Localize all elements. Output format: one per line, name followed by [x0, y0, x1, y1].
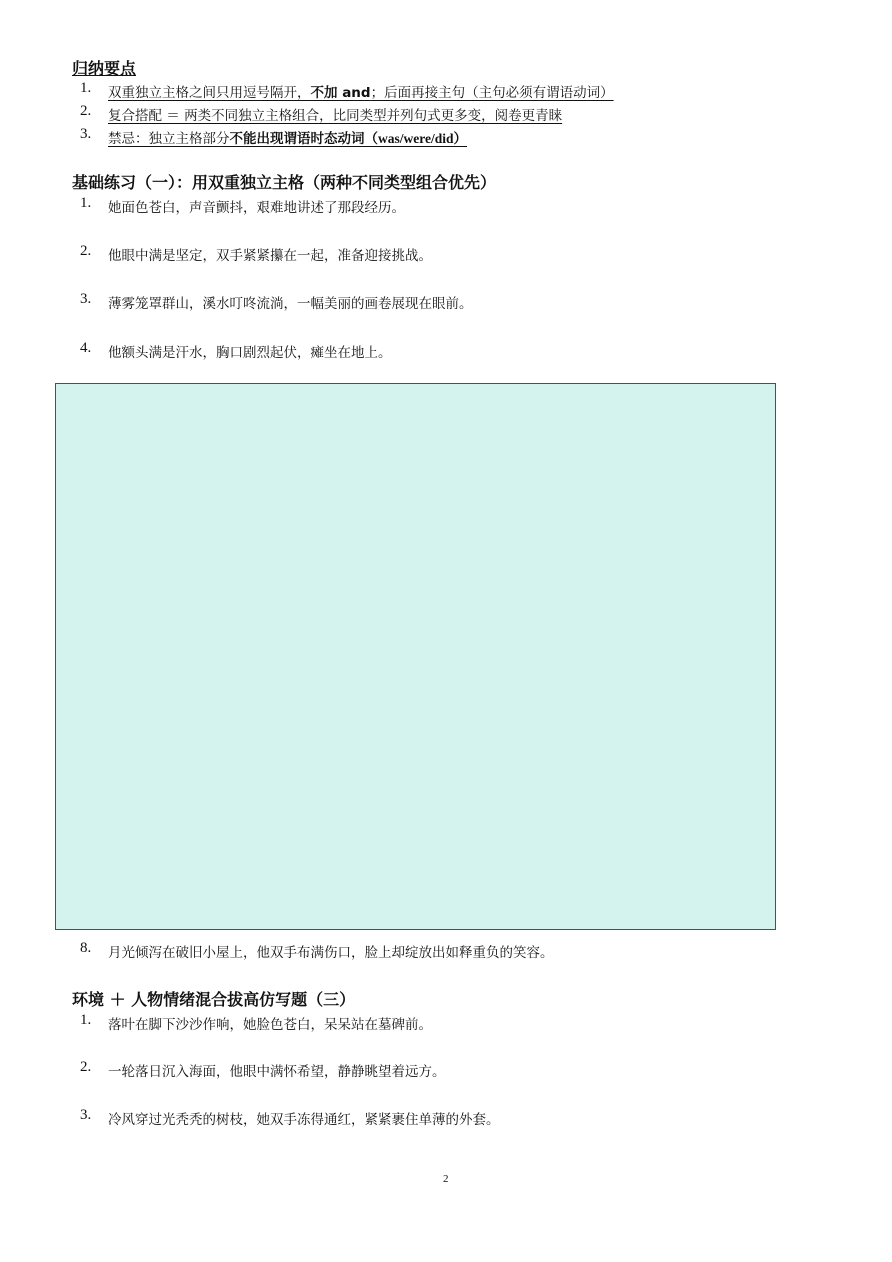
summary-item-2: 复合搭配 ＝ 两类不同独立主格组合，比同类型并列句式更多变，阅卷更青睐 [108, 108, 563, 124]
section-heading-exercise-1: 基础练习（一）：用双重独立主格（两种不同类型组合优先） [72, 173, 497, 192]
summary-item-3 [108, 127, 467, 147]
exercise-1-item-3: 薄雾笼罩群山，溪水叮咚流淌，一幅美丽的画卷展现在眼前。 [108, 296, 473, 312]
list-number: 1. [80, 195, 92, 211]
list-number: 3. [80, 126, 92, 142]
list-number: 4. [80, 340, 92, 356]
list-number: 3. [80, 1107, 92, 1123]
summary-item-1-part-c: ；后面再接主句（主句必须有谓语动词） [370, 85, 614, 101]
summary-item-3-part-b: 不能出现谓语时态动词（ [229, 131, 378, 147]
exercise-1-item-4: 他额头满是汗水，胸口剧烈起伏，瘫坐在地上。 [108, 345, 392, 361]
summary-item-3-part-c: was/were/did [378, 131, 454, 146]
list-number: 3. [80, 291, 92, 307]
summary-item-3-part-d: ） [453, 131, 468, 147]
section-heading-exercise-3: 环境 ＋ 人物情绪混合拔高仿写题（三） [72, 990, 356, 1009]
exercise-1-item-2: 他眼中满是坚定，双手紧紧攥在一起，准备迎接挑战。 [108, 248, 432, 264]
list-number: 1. [80, 1012, 92, 1028]
exercise-3-item-3: 冷风穿过光秃秃的树枝，她双手冻得通红，紧紧裹住单薄的外套。 [108, 1112, 500, 1128]
summary-item-1 [108, 81, 614, 101]
summary-item-1-part-b: 不加 and [310, 85, 371, 101]
summary-item-1-part-a: 双重独立主格之间只用逗号隔开， [108, 85, 311, 101]
cover-box [55, 383, 776, 930]
list-number: 2. [80, 1059, 92, 1075]
exercise-1-item-8: 月光倾泻在破旧小屋上，他双手布满伤口，脸上却绽放出如释重负的笑容。 [108, 945, 554, 961]
exercise-3-item-2: 一轮落日沉入海面，他眼中满怀希望，静静眺望着远方。 [108, 1064, 446, 1080]
exercise-3-item-1: 落叶在脚下沙沙作响，她脸色苍白，呆呆站在墓碑前。 [108, 1017, 432, 1033]
list-number: 1. [80, 80, 92, 96]
list-number: 8. [80, 940, 92, 956]
list-number: 2. [80, 243, 92, 259]
section-heading-summary: 归纳要点 [72, 59, 137, 78]
summary-item-3-part-a: 禁忌：独立主格部分 [108, 131, 230, 147]
page-number: 2 [443, 1173, 449, 1185]
exercise-1-item-1: 她面色苍白，声音颤抖，艰难地讲述了那段经历。 [108, 200, 405, 216]
list-number: 2. [80, 103, 92, 119]
